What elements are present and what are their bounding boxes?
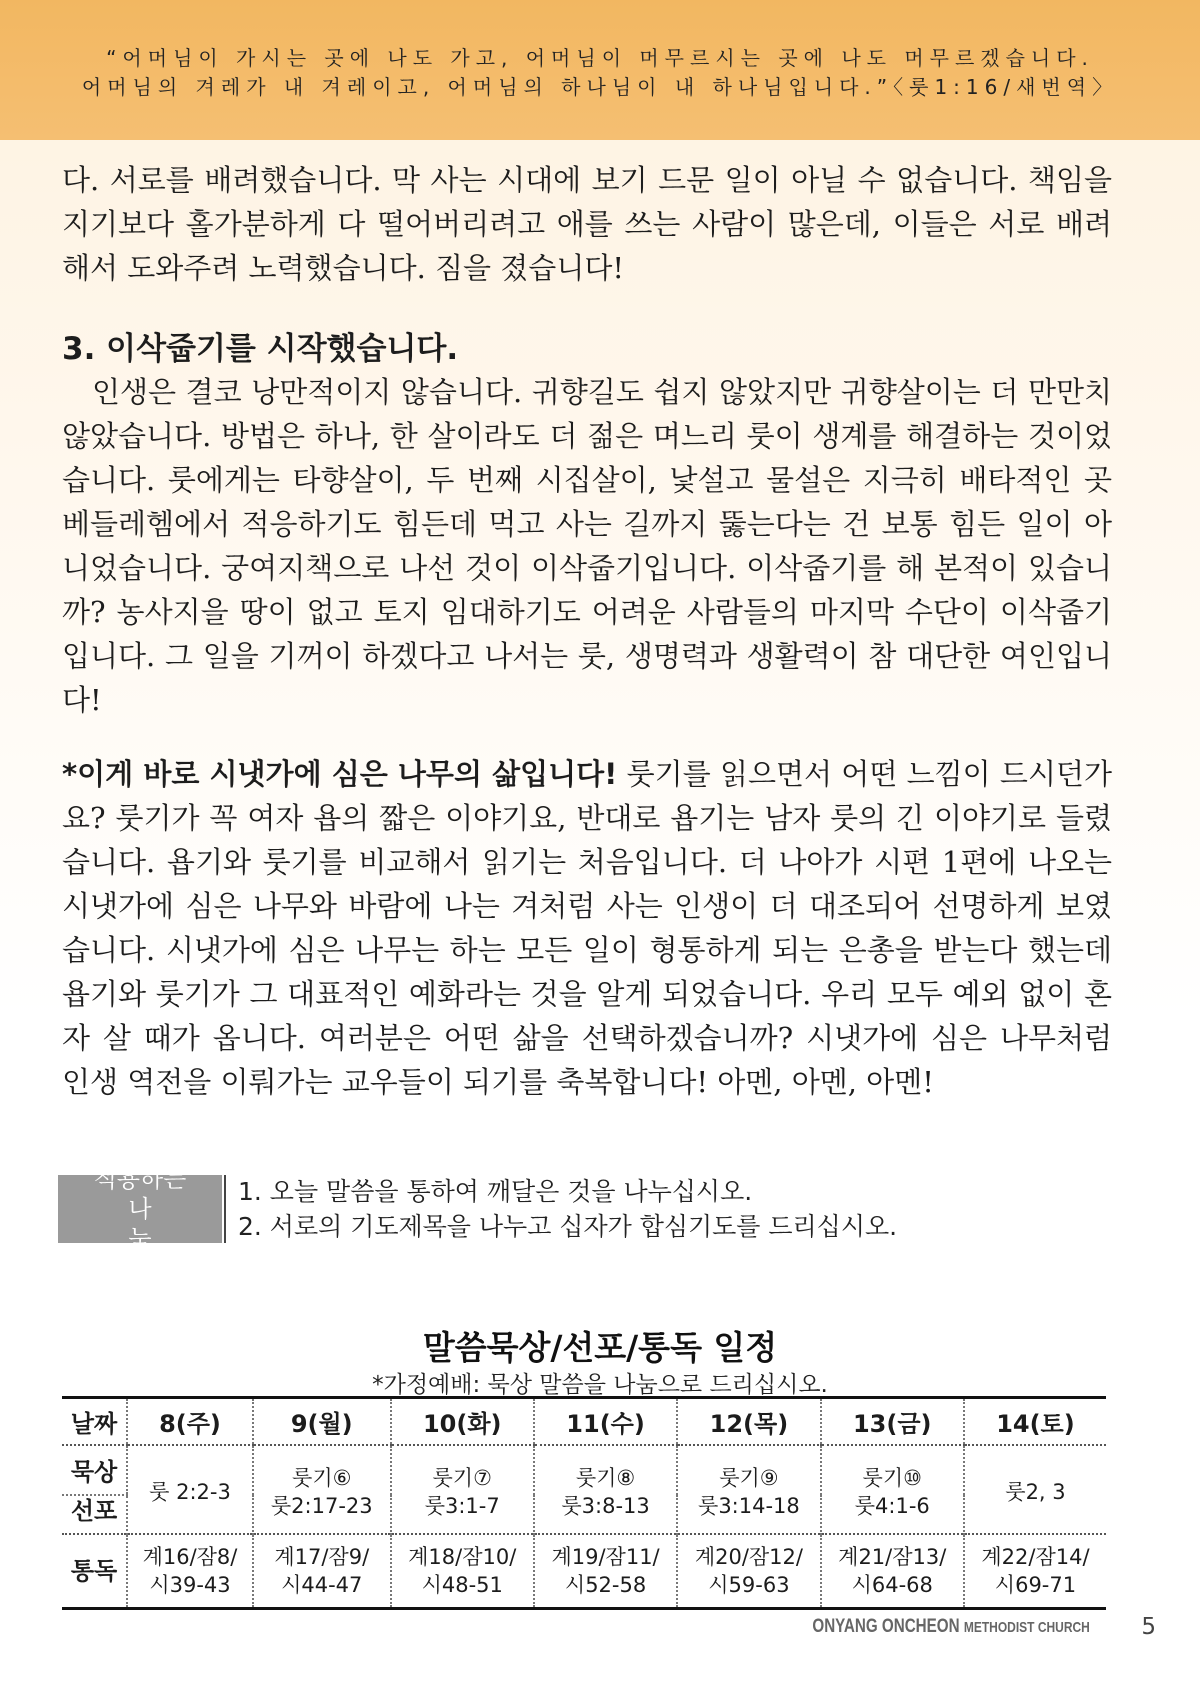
reading-cell: [391, 1534, 534, 1609]
meditation-cell: [677, 1445, 820, 1534]
schedule-table: [62, 1396, 1106, 1610]
section-heading-3: 3. 이삭줍기를 시작했습니다.: [62, 331, 459, 367]
page-number: 5: [1141, 1614, 1156, 1640]
reading-cell: [534, 1534, 677, 1609]
meditation-cell: [821, 1445, 964, 1534]
reading-cell: [677, 1534, 820, 1609]
schedule-title: 말씀묵상/선포/통독 일정: [422, 1328, 778, 1367]
header-day: 14(토): [964, 1398, 1106, 1446]
meditation-title: 룻기⑥: [292, 1465, 352, 1490]
meditation-ref: 룻3:1-7: [424, 1493, 500, 1518]
paragraph-1: 다. 서로를 배려했습니다. 막 사는 시대에 보기 드문 일이 아닐 수 없습니다. 책임을 지기보다 홀가분하게 다 떨어버리려고 애를 쓰는 사람이 많은데, 이들은 서로 배려해서 도와주려 노력했습니다. 짐을 졌습니다!: [62, 163, 1112, 285]
header-date-label: 날짜: [62, 1398, 127, 1446]
badge-line-1: 적용하는: [93, 1165, 187, 1193]
header-day: 11(수): [534, 1398, 677, 1446]
meditation-cell: [253, 1445, 391, 1534]
application-item: 2. 서로의 기도제목을 나누고 십자가 합심기도를 드리십시오.: [238, 1212, 898, 1241]
application-item: 1. 오늘 말씀을 통하여 깨달은 것을 나누십시오.: [238, 1177, 753, 1206]
reading-line: 계22/잠14/: [981, 1545, 1090, 1569]
header-day: 13(금): [821, 1398, 964, 1446]
reading-cell: [964, 1534, 1106, 1609]
header-day: 8(주): [127, 1398, 253, 1446]
top-banner: [0, 0, 1200, 140]
row-label-reading: 통독: [70, 1557, 118, 1585]
application-divider: [224, 1175, 226, 1243]
meditation-ref: 룻3:14-18: [698, 1493, 800, 1518]
meditation-title: 룻기⑩: [862, 1465, 922, 1490]
quote-line-1: “어머님이 가시는 곳에 나도 가고, 어머님이 머무르시는 곳에 나도 머무르겠습니다.: [106, 46, 1094, 70]
schedule-header-row: [62, 1398, 1106, 1446]
meditation-cell: 룻 2:2-3: [127, 1445, 253, 1534]
paragraph-2-text: 인생은 결코 낭만적이지 않습니다. 귀향길도 쉽지 않았지만 귀향살이는 더 만만치 않았습니다. 방법은 하나, 한 살이라도 더 젊은 며느리 룻이 생계를 해결하는 것이었습니다. 룻에게는 타향살이, 두 번째 시집살이, 낯설고 물설은 지극히 배타적인 곳 베들레헴에서 적응하기도 힘든데 먹고 사는 길까지 뚫는다는 건 보통 힘든 일이 아니었습니다. 궁여지책으로 나선 것이 이삭줍기입니다. 이삭줍기를 해 본적이 있습니까? 농사지을 땅이 없고 토지 임대하기도 어려운 사람들의 마지막 수단이 이삭줍기입니다. 그 일을 기꺼이 하겠다고 나서는 룻, 생명력과 생활력이 참 대단한 여인입니다!: [62, 375, 1112, 717]
meditation-cell: [391, 1445, 534, 1534]
meditation-ref: 룻2:17-23: [270, 1493, 373, 1518]
reading-line: 계19/잠11/: [551, 1545, 660, 1569]
header-day: 12(목): [677, 1398, 820, 1446]
reading-cell: [253, 1534, 391, 1609]
church-name-footer: [813, 1616, 1090, 1638]
quote-line-2: 어머님의 겨레가 내 겨레이고, 어머님의 하나님이 내 하나님입니다.”〈룻1:16/새번역〉: [81, 75, 1119, 99]
reading-line: 계20/잠12/: [694, 1545, 803, 1569]
paragraph-2: [62, 370, 1112, 722]
schedule-note: *가정예배: 묵상 말씀을 나눔으로 드리십시오.: [372, 1372, 828, 1398]
reading-line: 시69-71: [994, 1573, 1077, 1597]
reading-line: 시52-58: [564, 1573, 647, 1597]
paragraph-3-emphasis: *이게 바로 시냇가에 심은 나무의 삶입니다!: [62, 757, 618, 791]
reading-line: 계18/잠10/: [408, 1545, 517, 1569]
application-list: [238, 1174, 897, 1244]
reading-line: 시64-68: [851, 1573, 933, 1597]
reading-line: 시44-47: [281, 1573, 363, 1597]
reading-cell: [821, 1534, 964, 1609]
meditation-title: 룻기⑧: [575, 1465, 636, 1490]
reading-line: 시48-51: [421, 1573, 503, 1597]
meditation-ref: 룻4:1-6: [854, 1493, 930, 1518]
paragraph-3: [62, 752, 1112, 1104]
meditation-cell: [534, 1445, 677, 1534]
reading-line: 시39-43: [149, 1573, 231, 1597]
meditation-title: 룻기⑦: [432, 1465, 492, 1490]
meditation-cell: 룻2, 3: [964, 1445, 1106, 1534]
church-suffix: METHODIST CHURCH: [964, 1619, 1090, 1636]
badge-line-2: 나눔: [128, 1195, 192, 1253]
application-badge: [58, 1165, 222, 1253]
reading-cell: [127, 1534, 253, 1609]
meditation-title: 룻기⑨: [719, 1465, 779, 1490]
header-day: 9(월): [253, 1398, 391, 1446]
meditation-row: [62, 1445, 1106, 1495]
reading-line: 시59-63: [708, 1573, 790, 1597]
row-label-proclamation: 선포: [70, 1497, 118, 1525]
reading-line: 계16/잠8/: [142, 1545, 238, 1569]
row-label-meditation: 묵상: [62, 1445, 127, 1495]
reading-line: 계17/잠9/: [274, 1545, 370, 1569]
scripture-quote: [40, 44, 1160, 102]
reading-line: 계21/잠13/: [838, 1545, 947, 1569]
header-day: 10(화): [391, 1398, 534, 1446]
meditation-ref: 룻3:8-13: [561, 1493, 650, 1518]
paragraph-3-text: 룻기를 읽으면서 어떤 느낌이 드시던가요? 룻기가 꼭 여자 욥의 짧은 이야기요, 반대로 욥기는 남자 룻의 긴 이야기로 들렸습니다. 욥기와 룻기를 비교해서 읽기는 처음입니다. 더 나아가 시편 1편에 나오는 시냇가에 심은 나무와 바람에 나는 겨처럼 사는 인생이 더 대조되어 선명하게 보였습니다. 시냇가에 심은 나무는 하는 모든 일이 형통하게 되는 은총을 받는다 했는데 욥기와 룻기가 그 대표적인 예화라는 것을 알게 되었습니다. 우리 모두 예외 없이 혼자 살 때가 옵니다. 여러분은 어떤 삶을 선택하겠습니까? 시냇가에 심은 나무처럼 인생 역전을 이뤄가는 교우들이 되기를 축복합니다! 아멘, 아멘, 아멘!: [62, 757, 1112, 1099]
reading-row: [62, 1534, 1106, 1609]
church-name: ONYANG ONCHEON: [812, 1616, 960, 1637]
